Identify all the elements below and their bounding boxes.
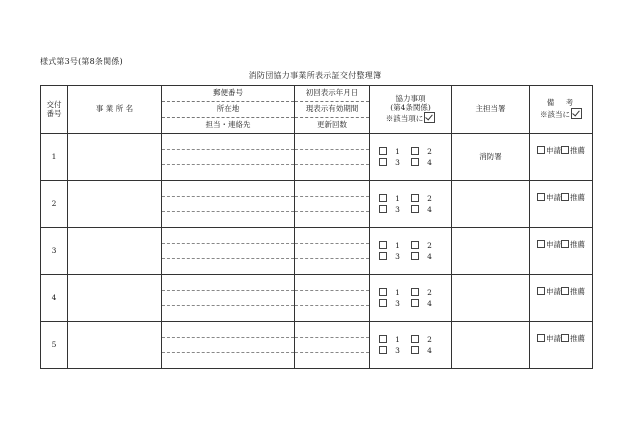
header-address: 所在地: [162, 102, 295, 118]
header-renewal-count: 更新回数: [295, 118, 370, 134]
register-title: 消防団協力事業所表示証交付整理簿: [248, 71, 382, 80]
checkbox-icon[interactable]: [411, 335, 419, 343]
checkbox-icon[interactable]: [411, 194, 419, 202]
checkbox-icon[interactable]: [379, 288, 387, 296]
checkbox-icon[interactable]: [561, 334, 569, 342]
office-details-cell[interactable]: [162, 134, 295, 181]
header-issue-no: 交付 番号: [41, 86, 68, 134]
table-row: [41, 275, 593, 322]
remarks-cell: 申請 推薦: [530, 322, 593, 369]
office-name-cell[interactable]: [68, 275, 162, 322]
checkbox-icon[interactable]: [411, 205, 419, 213]
display-info-cell[interactable]: [295, 181, 370, 228]
office-name-cell[interactable]: [68, 181, 162, 228]
office-details-cell[interactable]: [162, 181, 295, 228]
form-number: 様式第3号(第8条関係): [40, 57, 123, 66]
header-row-1: [41, 86, 593, 102]
cooperation-options: 1 2 3 4: [370, 181, 452, 228]
department-cell: [452, 228, 530, 275]
checkbox-icon[interactable]: [379, 194, 387, 202]
issue-number: 2: [41, 181, 68, 228]
header-first-display-date: 初回表示年月日: [295, 86, 370, 102]
issue-number: 4: [41, 275, 68, 322]
display-info-cell[interactable]: [295, 228, 370, 275]
checkbox-icon[interactable]: [411, 288, 419, 296]
issue-number: 5: [41, 322, 68, 369]
checkbox-icon[interactable]: [379, 299, 387, 307]
checkbox-icon[interactable]: [561, 240, 569, 248]
office-name-cell[interactable]: [68, 322, 162, 369]
header-department: 主担当署: [452, 86, 530, 134]
checkbox-icon[interactable]: [537, 146, 545, 154]
header-postal-code: 郵便番号: [162, 86, 295, 102]
display-info-cell[interactable]: [295, 134, 370, 181]
cooperation-options: 1 2 3 4: [370, 228, 452, 275]
department-cell: [452, 181, 530, 228]
issue-number: 3: [41, 228, 68, 275]
office-details-cell[interactable]: [162, 228, 295, 275]
checkbox-icon[interactable]: [537, 287, 545, 295]
checkbox-icon[interactable]: [411, 299, 419, 307]
checkbox-icon[interactable]: [379, 158, 387, 166]
check-box-icon: [571, 108, 582, 119]
checkbox-icon[interactable]: [379, 346, 387, 354]
display-info-cell[interactable]: [295, 322, 370, 369]
checkbox-icon[interactable]: [411, 147, 419, 155]
issuance-register-table: [40, 85, 593, 369]
check-box-icon: [424, 112, 435, 123]
remarks-cell: 申請 推薦: [530, 275, 593, 322]
office-details-cell[interactable]: [162, 275, 295, 322]
checkbox-icon[interactable]: [537, 334, 545, 342]
checkbox-icon[interactable]: [379, 205, 387, 213]
cooperation-options: 1 2 3 4: [370, 134, 452, 181]
checkbox-icon[interactable]: [411, 252, 419, 260]
checkbox-icon[interactable]: [379, 252, 387, 260]
checkbox-icon[interactable]: [561, 146, 569, 154]
table-row: [41, 322, 593, 369]
remarks-cell: 申請 推薦: [530, 134, 593, 181]
office-name-cell[interactable]: [68, 228, 162, 275]
header-cooperation: 協力事項 (第4条関係) ※該当項に: [370, 86, 452, 134]
checkbox-icon[interactable]: [411, 158, 419, 166]
header-office-name: 事 業 所 名: [68, 86, 162, 134]
department-cell: [452, 322, 530, 369]
checkbox-icon[interactable]: [561, 193, 569, 201]
checkbox-icon[interactable]: [537, 193, 545, 201]
checkbox-icon[interactable]: [411, 346, 419, 354]
department-cell: 消防署: [452, 134, 530, 181]
table-row: [41, 134, 593, 181]
checkbox-icon[interactable]: [379, 147, 387, 155]
checkbox-icon[interactable]: [411, 241, 419, 249]
office-details-cell[interactable]: [162, 322, 295, 369]
remarks-cell: 申請 推薦: [530, 181, 593, 228]
header-contact: 担当・連絡先: [162, 118, 295, 134]
display-info-cell[interactable]: [295, 275, 370, 322]
cooperation-options: 1 2 3 4: [370, 322, 452, 369]
table-row: [41, 181, 593, 228]
header-remarks: 備 考 ※該当に: [530, 86, 593, 134]
cooperation-options: 1 2 3 4: [370, 275, 452, 322]
table-row: [41, 228, 593, 275]
office-name-cell[interactable]: [68, 134, 162, 181]
header-validity-period: 現表示有効期間: [295, 102, 370, 118]
checkbox-icon[interactable]: [379, 335, 387, 343]
issue-number: 1: [41, 134, 68, 181]
checkbox-icon[interactable]: [561, 287, 569, 295]
remarks-cell: 申請 推薦: [530, 228, 593, 275]
department-cell: [452, 275, 530, 322]
checkbox-icon[interactable]: [379, 241, 387, 249]
checkbox-icon[interactable]: [537, 240, 545, 248]
